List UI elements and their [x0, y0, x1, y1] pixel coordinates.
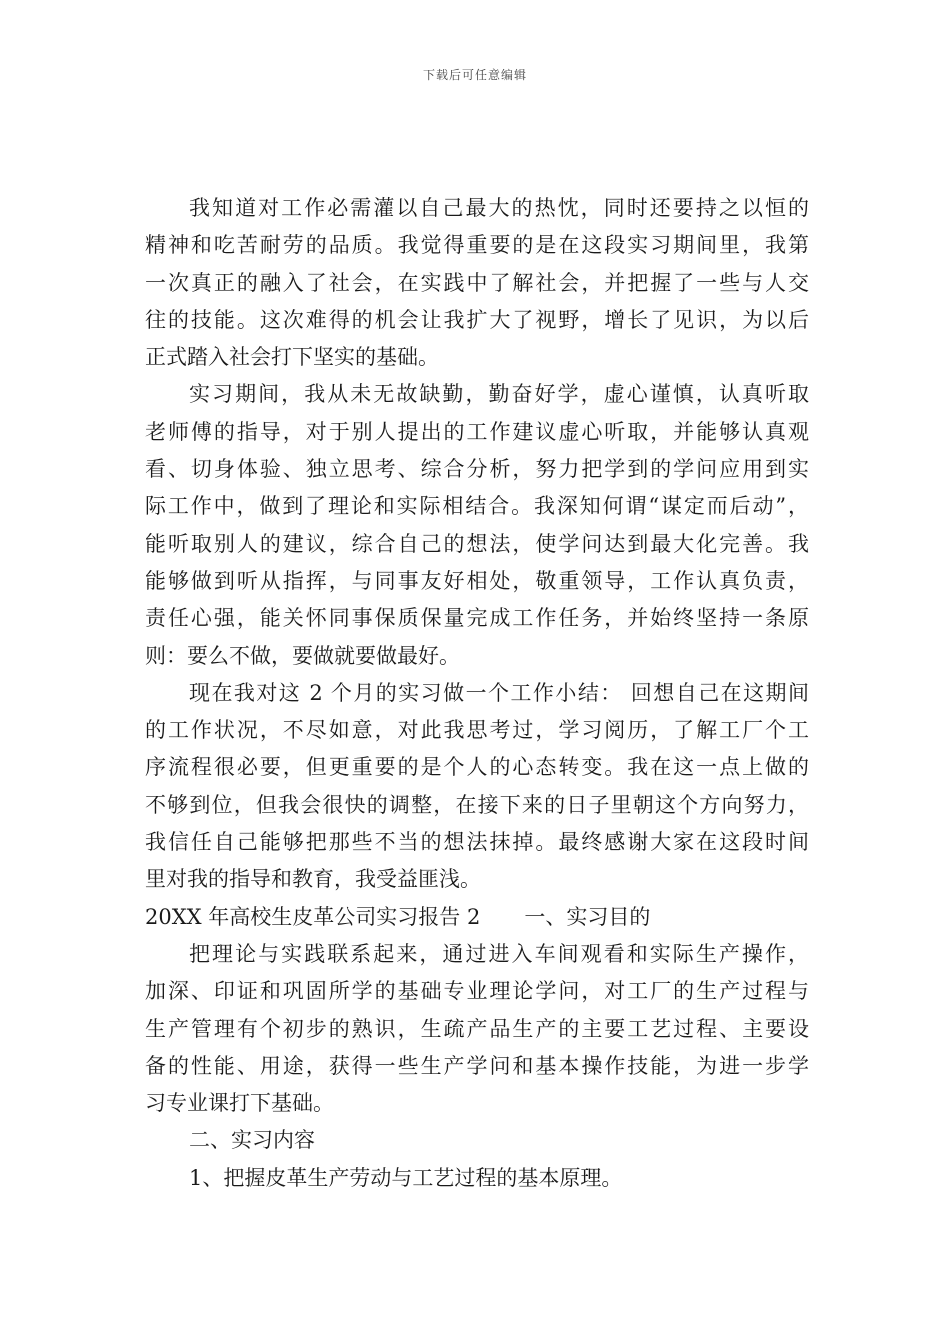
text-line: 老师傅的指导，对于别人提出的工作建议虚心听取，并能够认真观	[145, 419, 809, 444]
paragraphs-before	[145, 190, 809, 899]
text-line: 备的性能、用途，获得一些生产学问和基本操作技能，为进一步学	[145, 1053, 809, 1078]
text-line: 我信任自己能够把那些不当的想法抹掉。最终感谢大家在这段时间	[145, 830, 809, 855]
text-line: 不够到位，但我会很快的调整，在接下来的日子里朝这个方向努力，	[145, 792, 809, 817]
text-line: 正式踏入社会打下坚实的基础。	[145, 345, 439, 370]
header-note: 下载后可任意编辑	[422, 68, 527, 82]
text-line: 则：要么不做，要做就要做最好。	[145, 643, 460, 668]
text-line: 生产管理有个初步的熟识，生疏产品生产的主要工艺过程、主要设	[145, 1016, 809, 1041]
text-line: 加深、印证和巩固所学的基础专业理论学问，对工厂的生产过程与	[145, 979, 809, 1004]
text-line: 1、把握皮革生产劳动与工艺过程的基本原理。	[189, 1165, 623, 1190]
text-line: 责任心强，能关怀同事保质保量完成工作任务，并始终坚持一条原	[145, 606, 809, 631]
text-line: 里对我的指导和教育，我受益匪浅。	[145, 867, 481, 892]
text-line: 实习期间，我从未无故缺勤，勤奋好学，虚心谨慎，认真听取	[189, 382, 809, 407]
report-heading-line	[145, 899, 809, 936]
report-title: 20XX 年高校生皮革公司实习报告 2	[145, 904, 481, 929]
text-line: 一次真正的融入了社会，在实践中了解社会，并把握了一些与人交	[145, 270, 809, 295]
text-line: 序流程很必要，但更重要的是个人的心态转变。我在这一点上做的	[145, 755, 809, 780]
text-line: 看、切身体验、独立思考、综合分析，努力把学到的学问应用到实	[145, 457, 809, 482]
text-line: 际工作中，做到了理论和实际相结合。我深知何谓“谋定而后动”，	[145, 494, 809, 519]
document-body	[145, 190, 809, 1197]
text-line: 二、实习内容	[189, 1128, 315, 1153]
text-line: 的工作状况，不尽如意，对此我思考过，学习阅历，了解工厂个工	[145, 718, 809, 743]
text-line: 我知道对工作必需灌以自己最大的热忱，同时还要持之以恒的	[189, 196, 809, 220]
text-line: 能听取别人的建议，综合自己的想法，使学问达到最大化完善。我	[145, 531, 809, 556]
section-heading: 一、实习目的	[524, 904, 651, 929]
text-line: 往的技能。这次难得的机会让我扩大了视野，增长了见识，为以后	[145, 307, 809, 332]
text-line: 现在我对这 2 个月的实习做一个工作小结： 回想自己在这期间	[189, 680, 809, 705]
text-line: 把理论与实践联系起来，通过进入车间观看和实际生产操作，	[189, 941, 809, 966]
text-line: 能够做到听从指挥，与同事友好相处，敬重领导，工作认真负责，	[145, 568, 809, 593]
text-line: 习专业课打下基础。	[145, 1091, 334, 1116]
paragraphs-after	[145, 936, 809, 1197]
text-line: 精神和吃苦耐劳的品质。我觉得重要的是在这段实习期间里，我第	[145, 233, 809, 258]
